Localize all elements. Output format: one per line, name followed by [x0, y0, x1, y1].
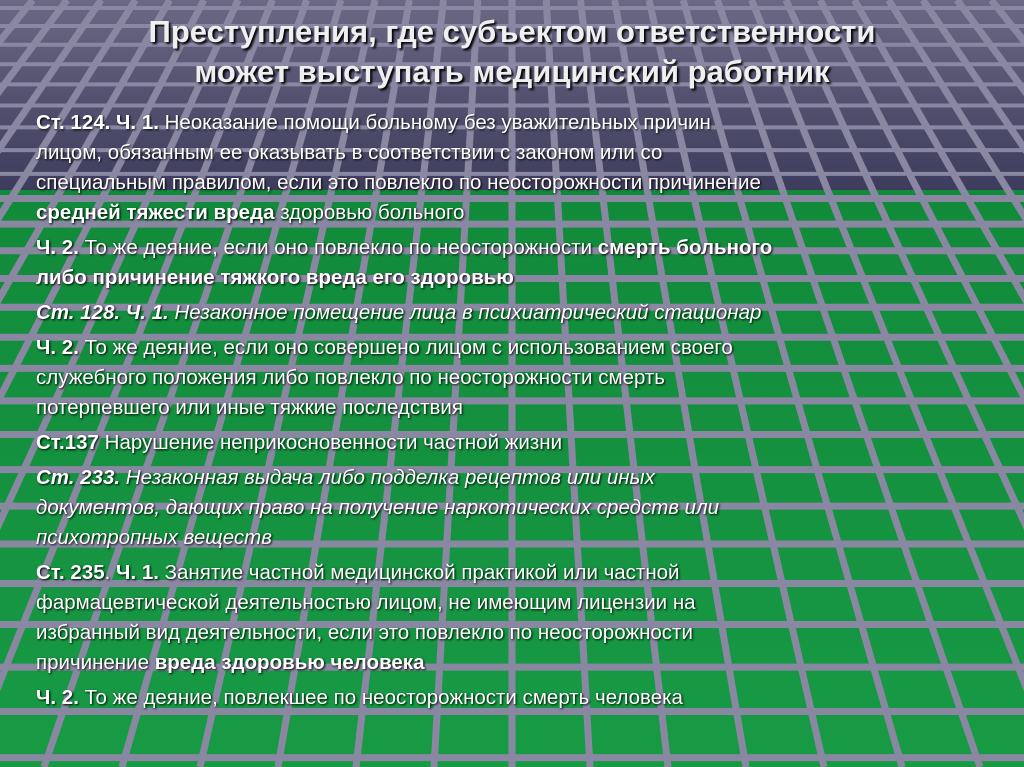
- paragraph-line: [36, 558, 996, 588]
- text: служебного положения либо повлекло по неосторожности смерть: [36, 366, 665, 389]
- text: Занятие частной медицинской практикой или частной: [158, 561, 680, 584]
- text: Нарушение неприкосновенности частной жизни: [98, 431, 563, 454]
- paragraph-line: [36, 263, 996, 293]
- paragraph-line: [36, 333, 996, 363]
- bold-text: Ч. 2.: [36, 236, 79, 259]
- text: Неоказание помощи больному без уважительных причин: [158, 111, 711, 134]
- paragraph-line: [36, 493, 996, 523]
- paragraph-line: [36, 463, 996, 493]
- paragraph-line: [36, 618, 996, 648]
- paragraph: [36, 558, 996, 678]
- text: Незаконное помещение лица в психиатрический стационар: [168, 301, 762, 324]
- slide-title-line-1: Преступления, где субъектом ответственности: [148, 14, 876, 49]
- text: психотропных веществ: [36, 526, 272, 549]
- paragraph-line: [36, 683, 996, 713]
- text: специальным правилом, если это повлекло по неосторожности причинение: [36, 171, 761, 194]
- paragraph-line: [36, 138, 996, 168]
- bold-text: Ст.137: [36, 431, 99, 454]
- text: .: [104, 561, 117, 584]
- bold-text: Ч. 2.: [36, 336, 79, 359]
- bold-text: Ч. 1.: [116, 561, 159, 584]
- bold-text: Ст. 124. Ч. 1.: [36, 111, 159, 134]
- slide-title-line-2: может выступать медицинский работник: [194, 54, 830, 89]
- paragraph: [36, 108, 996, 228]
- paragraph-line: [36, 108, 996, 138]
- slide-title: [0, 12, 1024, 92]
- text: здоровью больного: [274, 201, 465, 224]
- paragraph-line: [36, 198, 996, 228]
- text: документов, дающих право на получение наркотических средств или: [36, 496, 720, 519]
- paragraph: [36, 233, 996, 293]
- text: причинение: [36, 651, 155, 674]
- text: То же деяние, повлекшее по неосторожности смерть человека: [78, 686, 683, 709]
- paragraph: [36, 463, 996, 553]
- paragraph-line: [36, 168, 996, 198]
- paragraph-line: [36, 393, 996, 423]
- bold-text: Ст. 233.: [36, 466, 121, 489]
- paragraph-line: [36, 428, 996, 458]
- paragraph: [36, 683, 996, 713]
- text: потерпевшего или иные тяжкие последствия: [36, 396, 463, 419]
- text: То же деяние, если оно повлекло по неосторожности: [78, 236, 598, 259]
- paragraph: [36, 298, 996, 328]
- text: избранный вид деятельности, если это повлекло по неосторожности: [36, 621, 693, 644]
- paragraph-line: [36, 588, 996, 618]
- text: То же деяние, если оно совершено лицом с использованием своего: [78, 336, 733, 359]
- paragraph: [36, 428, 996, 458]
- text: лицом, обязанным ее оказывать в соответствии с законом или со: [36, 141, 663, 164]
- bold-text: Ч. 2.: [36, 686, 79, 709]
- paragraph: [36, 333, 996, 423]
- bold-text: средней тяжести вреда: [36, 201, 275, 224]
- paragraph-line: [36, 523, 996, 553]
- paragraph-line: [36, 233, 996, 263]
- slide-content: [36, 108, 996, 718]
- paragraph-line: [36, 363, 996, 393]
- text: фармацевтической деятельностью лицом, не имеющим лицензии на: [36, 591, 696, 614]
- bold-text: смерть больного: [597, 236, 773, 259]
- paragraph-line: [36, 648, 996, 678]
- paragraph-line: [36, 298, 996, 328]
- bold-text: вреда здоровью человека: [154, 651, 425, 674]
- bold-text: либо причинение тяжкого вреда его здоровью: [36, 266, 514, 289]
- bold-text: Ст. 235: [36, 561, 105, 584]
- text: Незаконная выдача либо подделка рецептов или иных: [120, 466, 655, 489]
- bold-text: Ст. 128. Ч. 1.: [36, 301, 169, 324]
